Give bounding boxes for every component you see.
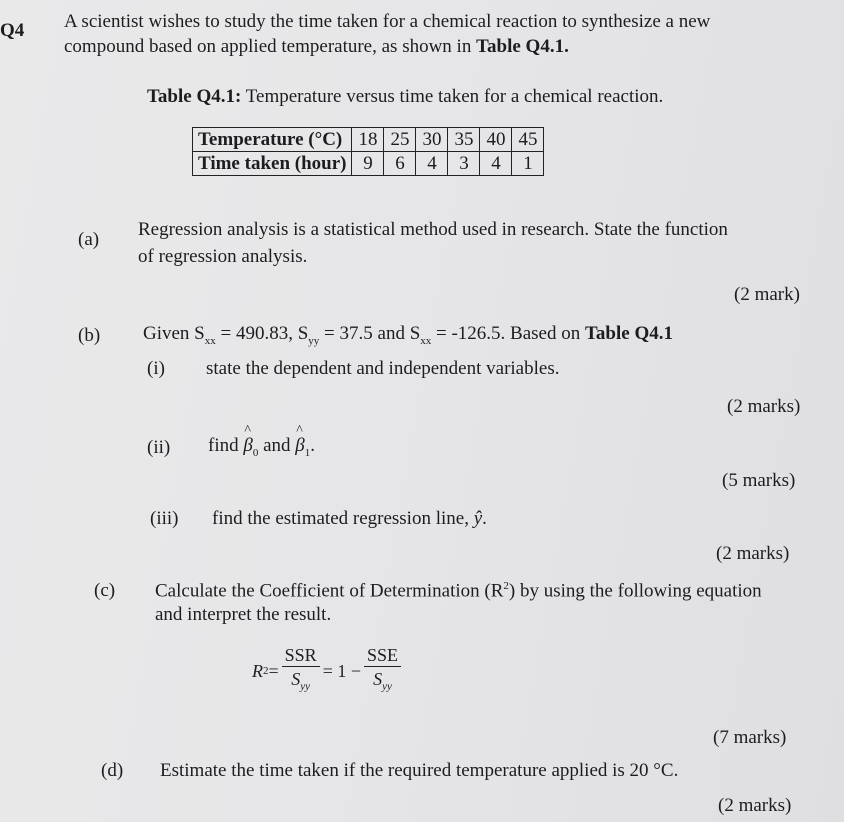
table-row-temperature — [193, 128, 544, 152]
part-a-line-2: of regression analysis. — [138, 246, 308, 267]
fraction-ssr: $\frac{\text{SSR}}{S_{yy}}$ — [282, 644, 320, 699]
part-b-i-text: state the dependent and independent variables. — [206, 358, 560, 379]
part-d-marks: (2 marks) — [718, 795, 792, 816]
part-b-ii-label: (ii) — [147, 437, 171, 458]
question-number: Q4 — [0, 20, 25, 41]
table-cell: 45 — [512, 128, 544, 152]
part-b-iii-marks: (2 marks) — [716, 543, 790, 564]
part-a-label: (a) — [78, 229, 100, 250]
part-c-line-2: and interpret the result. — [155, 604, 332, 625]
table-cell: 3 — [448, 152, 480, 176]
table-cell: 30 — [416, 128, 448, 152]
row-header-temperature: Temperature (°C) — [193, 128, 352, 152]
part-a-line-1: Regression analysis is a statistical method used in research. State the function — [138, 219, 728, 240]
table-reference: Table Q4.1. — [476, 36, 569, 57]
beta-hat-0: ^ β — [243, 435, 252, 457]
beta-hat-1: ^ β — [295, 435, 304, 457]
part-b-given: Given $S_{xx} = 490.83$, $S_{yy} = 37.5$ and $S_{xx} = -126.5$. Based on Table Q4.1 — [143, 323, 673, 347]
intro-line-1: A scientist wishes to study the time taken for a chemical reaction to synthesize a new — [64, 11, 711, 32]
table-cell: 4 — [480, 152, 512, 176]
table-cell: 25 — [384, 128, 416, 152]
intro-line-2: compound based on applied temperature, as shown in Table Q4.1. — [64, 36, 569, 57]
part-b-i-marks: (2 marks) — [727, 396, 801, 417]
table-cell: 40 — [480, 128, 512, 152]
part-d-label: (d) — [101, 760, 124, 781]
part-b-label: (b) — [78, 325, 101, 346]
table-row-time — [193, 152, 544, 176]
temperature-time-table — [192, 127, 544, 176]
table-cell: 35 — [448, 128, 480, 152]
part-b-ii-marks: (5 marks) — [722, 470, 796, 491]
table-cell: 6 — [384, 152, 416, 176]
table-cell: 4 — [416, 152, 448, 176]
r-squared-equation: R 2 = $\frac{\text{SSR}}{S_{yy}}$ = 1 − $\frac{\text{SSE}}{S_{yy}}$ — [252, 644, 404, 699]
table-cell: 1 — [512, 152, 544, 176]
part-c-line-1: Calculate the Coefficient of Determination $(R^2)$ by using the following equation — [155, 580, 762, 602]
part-b-i-label: (i) — [147, 358, 165, 379]
part-a-marks: (2 mark) — [734, 284, 800, 305]
table-cell: 18 — [352, 128, 384, 152]
row-header-time: Time taken (hour) — [193, 152, 352, 176]
table-reference: Table Q4.1 — [585, 323, 673, 344]
fraction-sse: $\frac{\text{SSE}}{S_{yy}}$ — [364, 644, 401, 699]
part-c-marks: (7 marks) — [713, 727, 787, 748]
part-d-text: Estimate the time taken if the required temperature applied is 20 °C. — [160, 760, 679, 781]
part-b-ii-text: find ^ $\beta_0$ and ^ $\beta_1$. — [208, 435, 315, 459]
table-cell: 9 — [352, 152, 384, 176]
table-caption: Table Q4.1: Temperature versus time taken for a chemical reaction. — [147, 86, 664, 107]
part-b-iii-text: find the estimated regression line, ŷ. — [212, 508, 487, 529]
part-b-iii-label: (iii) — [150, 508, 179, 529]
part-c-label: (c) — [94, 580, 116, 601]
